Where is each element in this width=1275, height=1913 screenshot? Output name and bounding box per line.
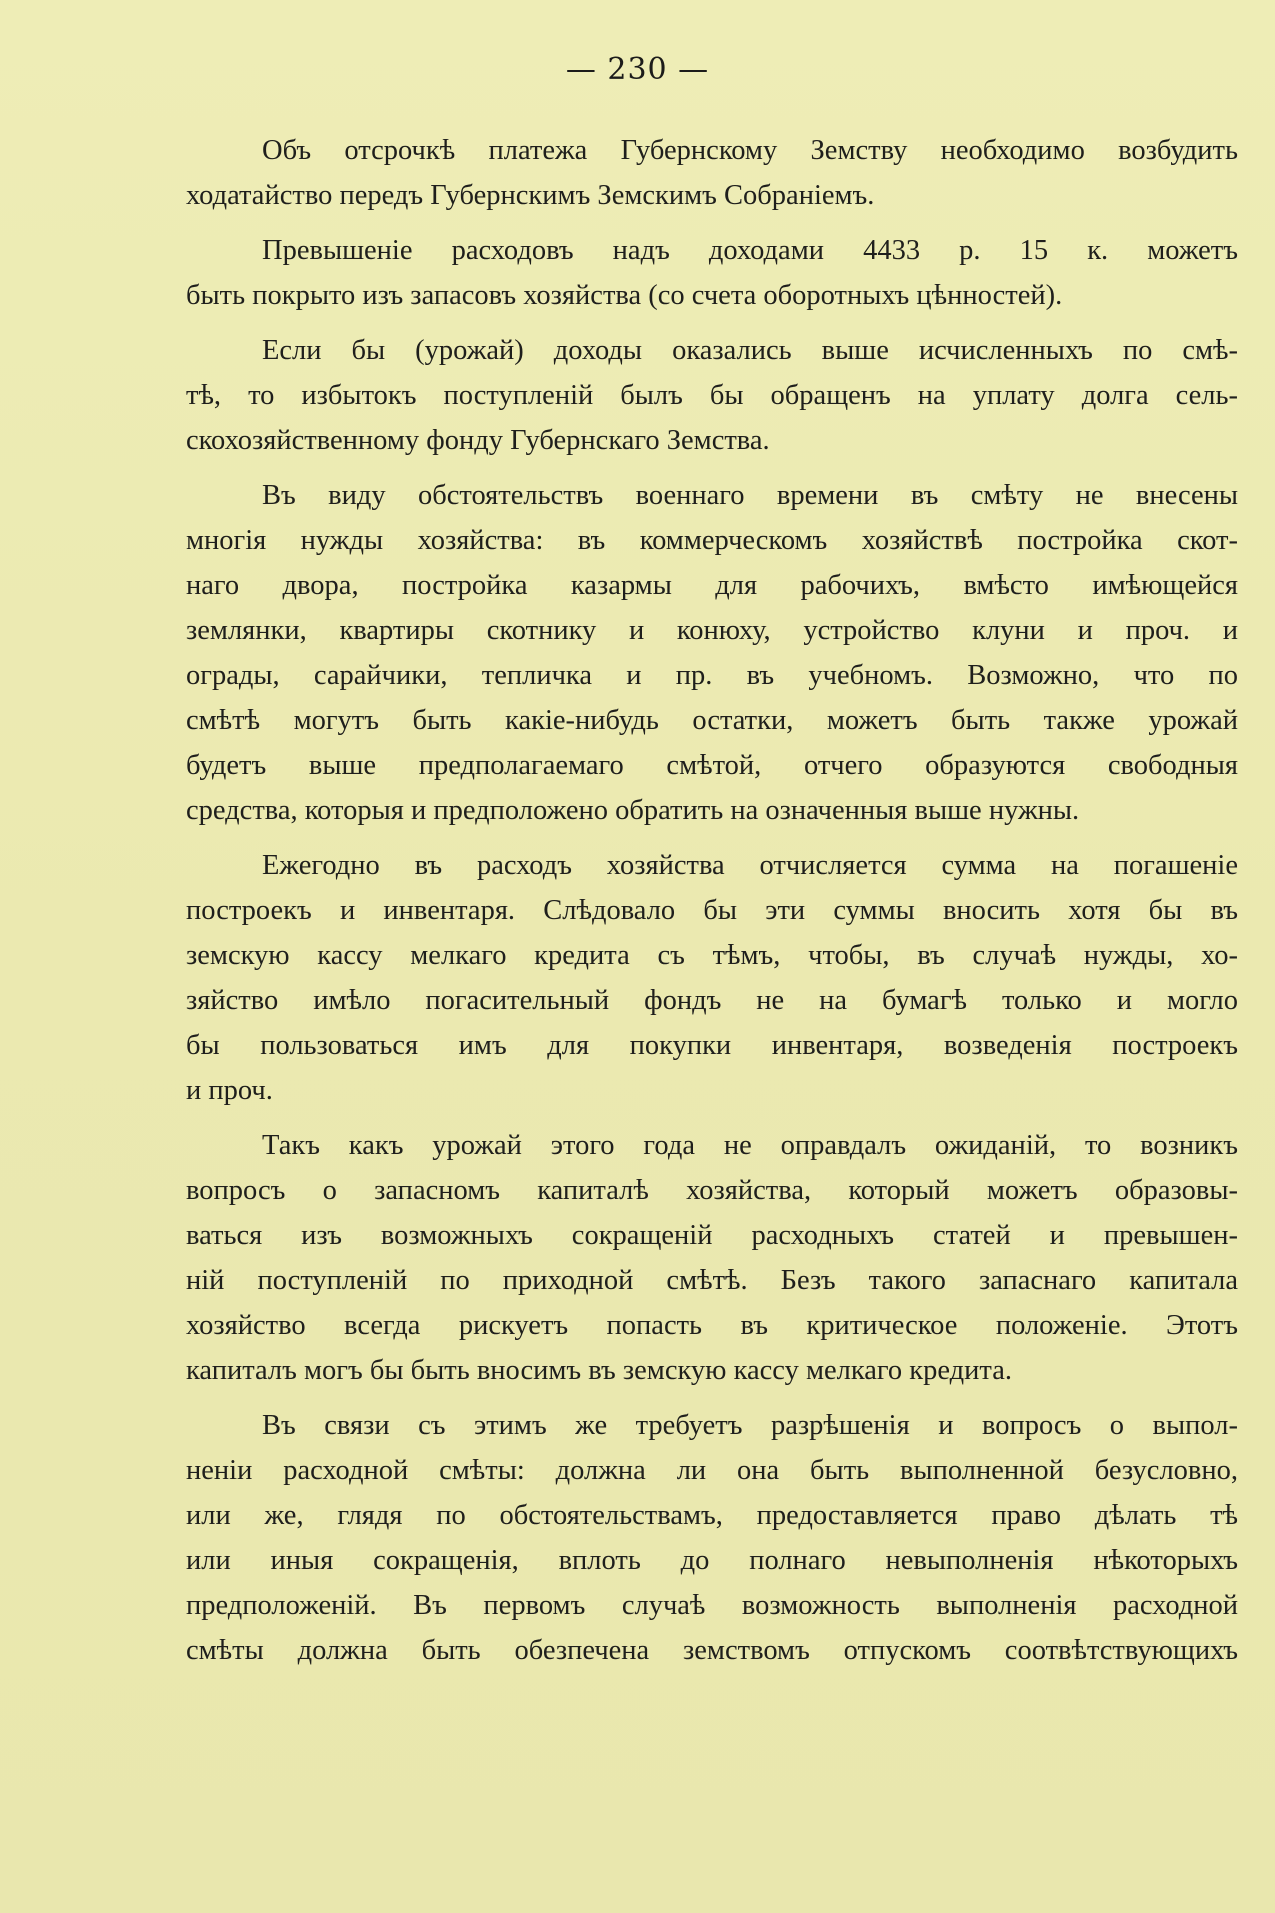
text-line: смѣтѣ могутъ быть какіе-нибудь остатки, можетъ быть также урожай bbox=[186, 705, 1238, 736]
text-line: или же, глядя по обстоятельствамъ, предоставляется право дѣлать тѣ bbox=[186, 1500, 1238, 1531]
text-line: Превышеніе расходовъ надъ доходами 4433 р. 15 к. можетъ bbox=[262, 235, 1238, 266]
text-line: и проч. bbox=[186, 1075, 273, 1106]
text-line: зяйство имѣло погасительный фондъ не на бумагѣ только и могло bbox=[186, 985, 1238, 1016]
paragraph bbox=[186, 328, 1238, 463]
text-line: будетъ выше предполагаемаго смѣтой, отчего образуются свободныя bbox=[186, 750, 1238, 781]
paragraph bbox=[186, 1123, 1238, 1393]
text-line: земскую кассу мелкаго кредита съ тѣмъ, чтобы, въ случаѣ нужды, хо- bbox=[186, 940, 1238, 971]
text-line: Если бы (урожай) доходы оказались выше исчисленныхъ по смѣ- bbox=[262, 335, 1238, 366]
text-line: многія нужды хозяйства: въ коммерческомъ хозяйствѣ постройка скот- bbox=[186, 525, 1238, 556]
text-line: построекъ и инвентаря. Слѣдовало бы эти суммы вносить хотя бы въ bbox=[186, 895, 1238, 926]
text-line: ограды, сарайчики, тепличка и пр. въ учебномъ. Возможно, что по bbox=[186, 660, 1238, 691]
text-line: ваться изъ возможныхъ сокращеній расходныхъ статей и превышен- bbox=[186, 1220, 1238, 1251]
text-line: капиталъ могъ бы быть вносимъ въ земскую кассу мелкаго кредита. bbox=[186, 1355, 1012, 1386]
text-line: наго двора, постройка казармы для рабочихъ, вмѣсто имѣющейся bbox=[186, 570, 1238, 601]
text-line: вопросъ о запасномъ капиталѣ хозяйства, который можетъ образовы- bbox=[186, 1175, 1238, 1206]
text-line: предположеній. Въ первомъ случаѣ возможность выполненія расходной bbox=[186, 1590, 1238, 1621]
text-line: хозяйство всегда рискуетъ попасть въ критическое положеніе. Этотъ bbox=[186, 1310, 1238, 1341]
text-line: Въ виду обстоятельствъ военнаго времени въ смѣту не внесены bbox=[262, 480, 1238, 511]
paragraph bbox=[186, 473, 1238, 833]
text-line: бы пользоваться имъ для покупки инвентаря, возведенія построекъ bbox=[186, 1030, 1238, 1061]
paragraph bbox=[186, 128, 1238, 218]
text-line: быть покрыто изъ запасовъ хозяйства (со счета оборотныхъ цѣнностей). bbox=[186, 280, 1063, 311]
paragraph bbox=[186, 228, 1238, 318]
text-line: ній поступленій по приходной смѣтѣ. Безъ такого запаснаго капитала bbox=[186, 1265, 1238, 1296]
text-line: Объ отсрочкѣ платежа Губернскому Земству необходимо возбудить bbox=[262, 135, 1238, 166]
page-number: — 230 — bbox=[565, 52, 710, 87]
text-line: или иныя сокращенія, вплоть до полнаго невыполненія нѣкоторыхъ bbox=[186, 1545, 1238, 1576]
text-line: Въ связи съ этимъ же требуетъ разрѣшенія и вопросъ о выпол- bbox=[262, 1410, 1238, 1441]
text-line: ходатайство передъ Губернскимъ Земскимъ Собраніемъ. bbox=[186, 180, 875, 211]
text-line: землянки, квартиры скотнику и конюху, устройство клуни и проч. и bbox=[186, 615, 1238, 646]
text-line: скохозяйственному фонду Губернскаго Земства. bbox=[186, 425, 770, 456]
text-line: средства, которыя и предположено обратить на означенныя выше нужны. bbox=[186, 795, 1080, 826]
text-line: Ежегодно въ расходъ хозяйства отчисляется сумма на погашеніе bbox=[262, 850, 1238, 881]
document-body bbox=[186, 128, 1238, 1683]
text-line: Такъ какъ урожай этого года не оправдалъ ожиданій, то возникъ bbox=[262, 1130, 1238, 1161]
text-line: смѣты должна быть обезпечена земствомъ отпускомъ соотвѣтствующихъ bbox=[186, 1635, 1238, 1666]
text-line: неніи расходной смѣты: должна ли она быть выполненной безусловно, bbox=[186, 1455, 1238, 1486]
paragraph bbox=[186, 843, 1238, 1113]
text-line: тѣ, то избытокъ поступленій былъ бы обращенъ на уплату долга сель- bbox=[186, 380, 1238, 411]
paragraph bbox=[186, 1403, 1238, 1673]
